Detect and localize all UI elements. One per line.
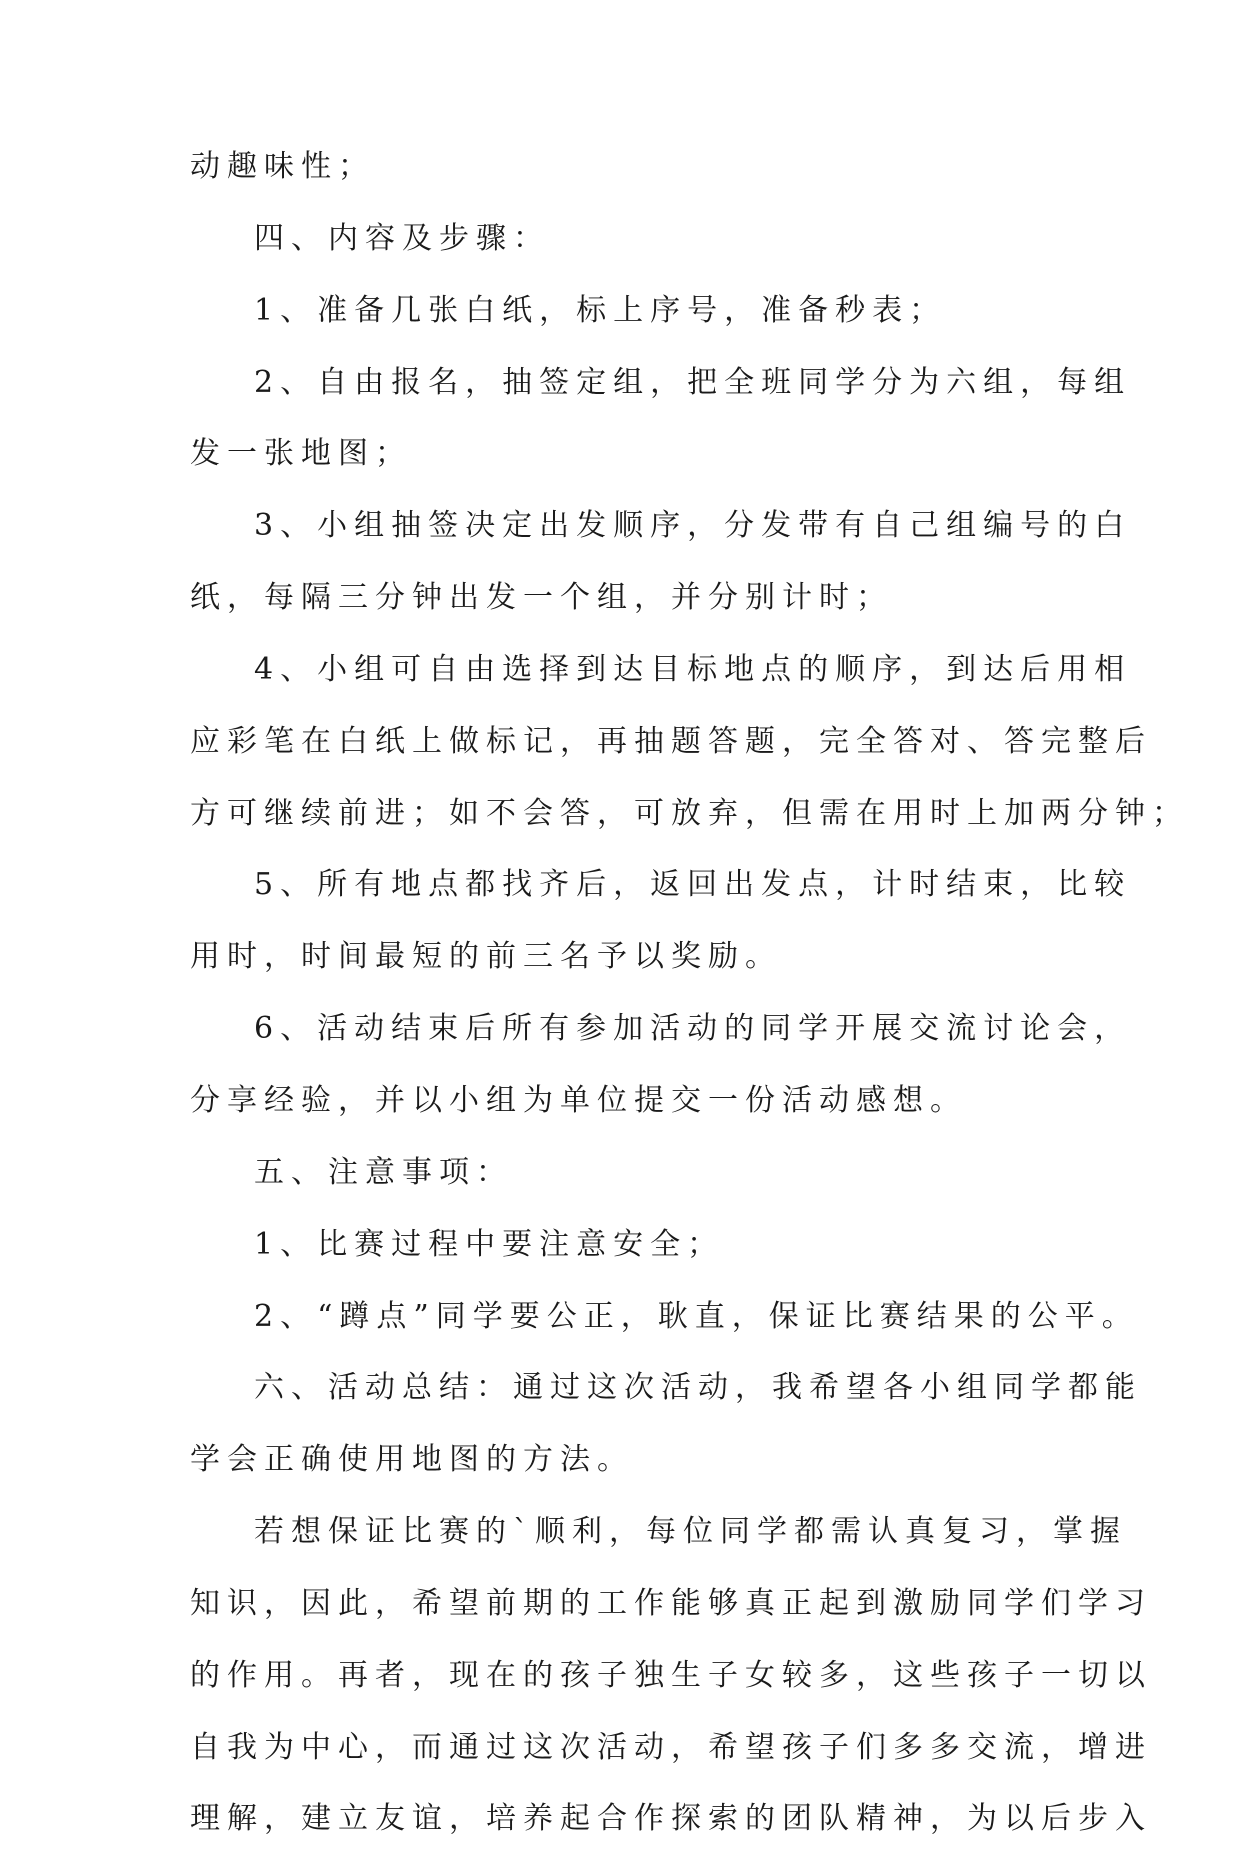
text-line: 知识，因此，希望前期的工作能够真正起到激励同学们学习 <box>190 1585 1152 1621</box>
text-line: 六、活动总结：通过这次活动，我希望各小组同学都能 <box>254 1370 1142 1406</box>
text-line: 1、准备几张白纸，标上序号，准备秒表； <box>254 292 947 328</box>
text-line: 用时，时间最短的前三名予以奖励。 <box>190 939 782 975</box>
text-line: 纸，每隔三分钟出发一个组，并分别计时； <box>190 580 893 616</box>
text-line: 发一张地图； <box>190 436 412 472</box>
text-line: 自我为中心，而通过这次活动，希望孩子们多多交流，增进 <box>190 1729 1152 1765</box>
text-line: 2、自由报名，抽签定组，把全班同学分为六组，每组 <box>254 364 1132 400</box>
text-line: 分享经验，并以小组为单位提交一份活动感想。 <box>190 1082 967 1118</box>
text-line: 学会正确使用地图的方法。 <box>190 1442 634 1478</box>
text-line: 1、比赛过程中要注意安全； <box>254 1226 725 1262</box>
text-line: 3、小组抽签决定出发顺序，分发带有自己组编号的白 <box>254 508 1132 544</box>
text-line: 2、“蹲点”同学要公正，耿直，保证比赛结果的公平。 <box>254 1298 1139 1334</box>
text-line: 5、所有地点都找齐后，返回出发点，计时结束，比较 <box>254 867 1132 903</box>
text-line: 理解，建立友谊，培养起合作探索的团队精神，为以后步入 <box>190 1801 1152 1837</box>
text-line: 五、注意事项： <box>254 1154 513 1190</box>
text-line: 方可继续前进；如不会答，可放弃，但需在用时上加两分钟； <box>190 795 1189 831</box>
text-line: 应彩笔在白纸上做标记，再抽题答题，完全答对、答完整后 <box>190 723 1152 759</box>
document-body <box>190 149 1189 1876</box>
text-line: 的作用。再者，现在的孩子独生子女较多，这些孩子一切以 <box>190 1657 1152 1693</box>
text-line: 6、活动结束后所有参加活动的同学开展交流讨论会， <box>254 1011 1132 1047</box>
text-line: 4、小组可自由选择到达目标地点的顺序，到达后用相 <box>254 651 1132 687</box>
text-line: 若想保证比赛的`顺利，每位同学都需认真复习，掌握 <box>254 1514 1127 1550</box>
text-line: 动趣味性； <box>190 149 375 184</box>
text-line: 四、内容及步骤： <box>254 220 550 256</box>
